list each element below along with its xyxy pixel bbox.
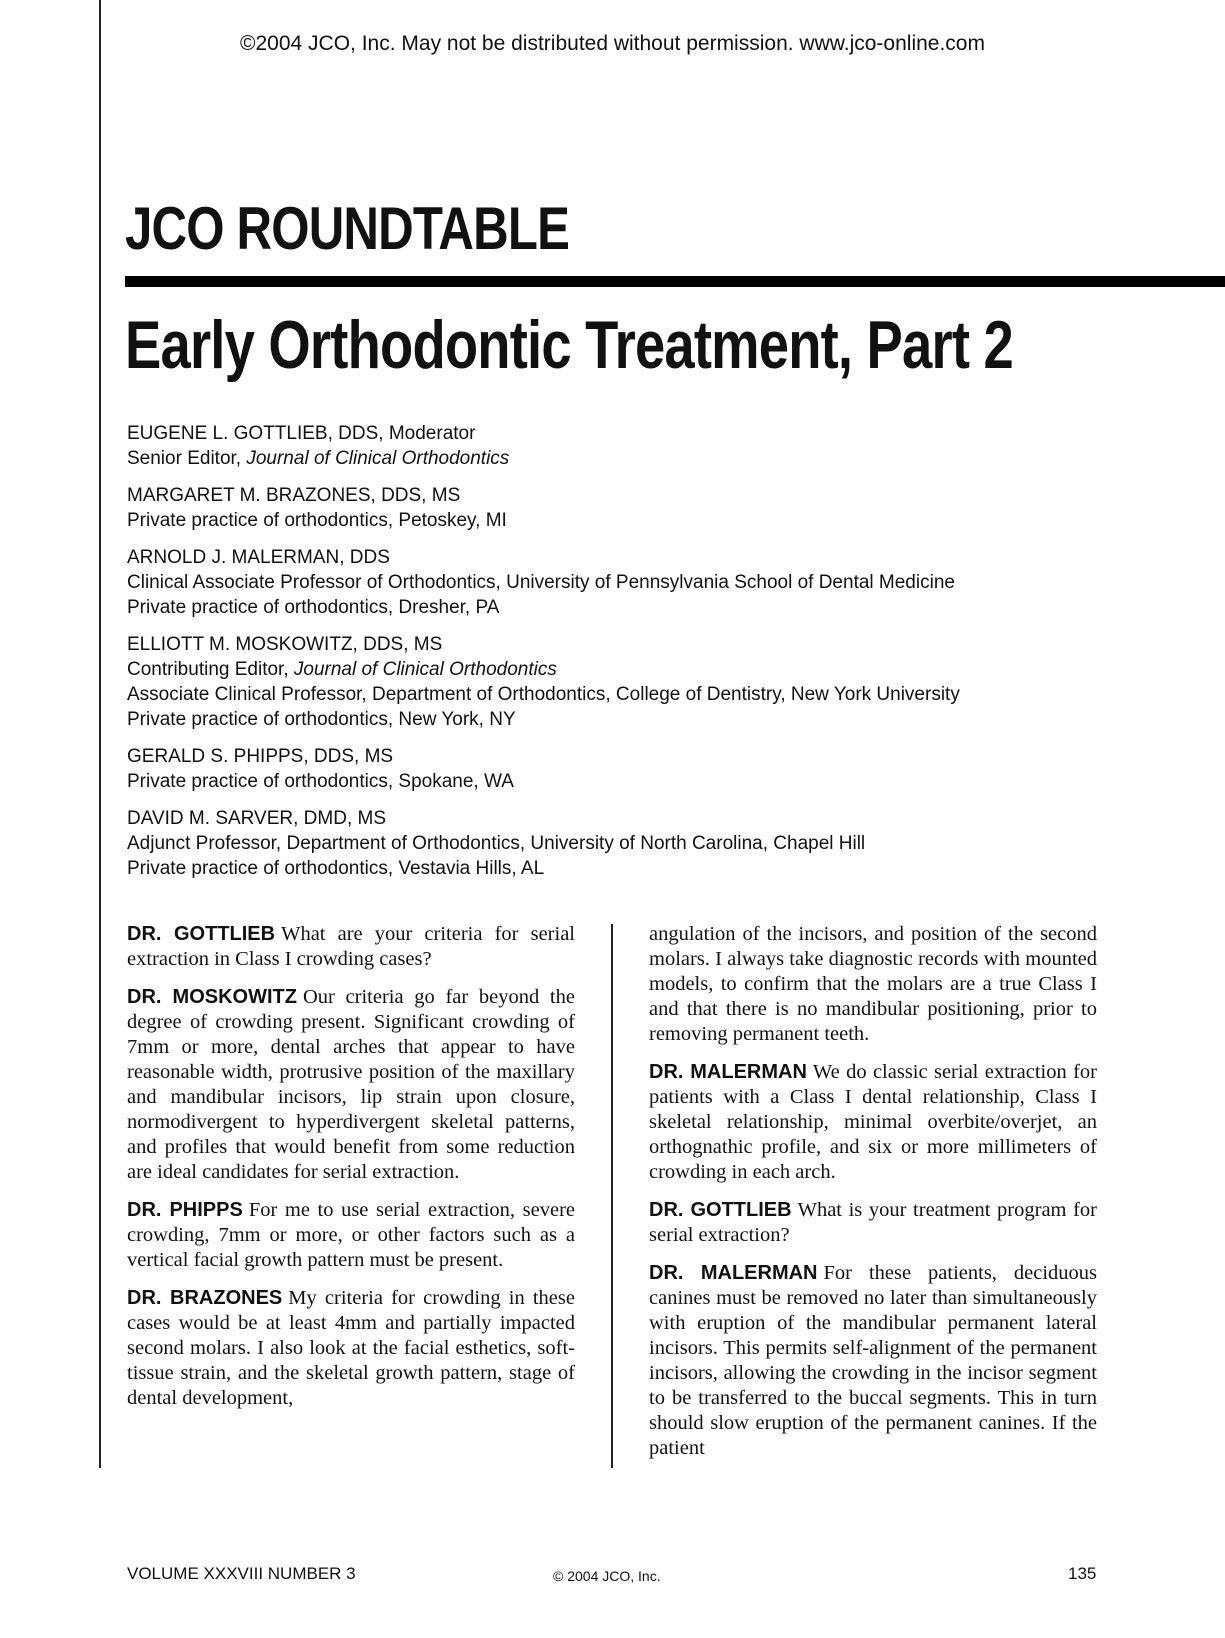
affiliation-text: Private practice of orthodontics, Dresher, PA <box>127 597 500 618</box>
affiliation-text: Adjunct Professor, Department of Orthodontics, University of North Carolina, Chapel Hill <box>127 833 866 854</box>
author-affiliation <box>127 657 960 682</box>
author-affiliation <box>127 595 960 620</box>
column-divider <box>611 924 613 1468</box>
paragraph <box>649 922 1097 1047</box>
speaker-name: DR. MALERMAN <box>649 1061 807 1083</box>
paragraph <box>649 1261 1097 1461</box>
speaker-name: DR. MOSKOWITZ <box>127 986 297 1008</box>
paragraph <box>127 922 575 972</box>
paragraph <box>649 1198 1097 1248</box>
author-name: ELLIOTT M. MOSKOWITZ, DDS, MS <box>127 634 443 655</box>
author-affiliation <box>127 682 960 707</box>
speaker-name: DR. BRAZONES <box>127 1287 283 1309</box>
paragraph-text: Our criteria go far beyond the degree of crowding present. Significant crowding of 7mm or more, dental arches that appear to have reasonable width, protrusive position of the maxillary and mandibular incisors, lip strain upon closure, normodivergent to hyperdivergent skeletal patterns, and profiles that would benefit from some reduction are ideal candidates for serial extraction. <box>127 986 575 1183</box>
footer-volume: VOLUME XXXVIII NUMBER 3 <box>127 1564 356 1583</box>
paragraph-text: What is your treatment program for serial extraction? <box>649 1199 1098 1246</box>
paragraph-text: angulation of the incisors, and position of the second molars. I always take diagnostic records with mounted models, to confirm that the molars are a true Class I and that there is no mandibular positioning, prior to removing permanent teeth. <box>649 923 1097 1045</box>
margin-line <box>99 0 101 1468</box>
author-affiliation <box>127 570 960 595</box>
speaker-name: DR. GOTTLIEB <box>127 923 276 945</box>
paragraph-text: For me to use serial extraction, severe crowding, 7mm or more, or other factors such as a vertical facial growth pattern must be present. <box>127 1199 576 1271</box>
speaker-name: DR. PHIPPS <box>127 1199 243 1221</box>
author-affiliation <box>127 769 960 794</box>
heading-rule <box>125 276 1225 287</box>
copyright-notice: ©2004 JCO, Inc. May not be distributed without permission. www.jco-online.com <box>240 32 985 55</box>
paragraph-text: For these patients, deciduous canines must be removed no later than simultaneously with eruption of the mandibular permanent lateral incisors. This permits self-alignment of the permanent incisors, allowing the crowding in the incisor segment to be transferred to the buccal segments. This in turn should slow eruption of the permanent canines. If the patient <box>649 1262 1098 1459</box>
affiliation-text: Contributing Editor, <box>127 659 294 680</box>
journal-name: Journal of Clinical Orthodontics <box>293 659 557 680</box>
right-column <box>649 922 1097 1474</box>
author-name: GERALD S. PHIPPS, DDS, MS <box>127 746 394 767</box>
affiliation-text: Senior Editor, <box>127 448 247 469</box>
author-affiliation <box>127 508 960 533</box>
author-affiliation <box>127 831 960 856</box>
speaker-name: DR. MALERMAN <box>649 1262 818 1284</box>
paragraph-text: We do classic serial extraction for patients with a Class I dental relationship, Class I skeletal relationship, minimal overbite/overjet, an orthognathic profile, and six or more millimeters of crowding in each arch. <box>649 1061 1097 1183</box>
author-entry <box>127 744 960 794</box>
affiliation-text: Clinical Associate Professor of Orthodontics, University of Pennsylvania School of Dental Medicine <box>127 572 955 593</box>
section-heading: JCO ROUNDTABLE <box>125 195 570 262</box>
paragraph <box>649 1060 1097 1185</box>
article-title: Early Orthodontic Treatment, Part 2 <box>125 307 1013 383</box>
author-entry <box>127 421 960 471</box>
author-name: EUGENE L. GOTTLIEB, DDS, Moderator <box>127 423 476 444</box>
author-name: MARGARET M. BRAZONES, DDS, MS <box>127 485 461 506</box>
author-name: ARNOLD J. MALERMAN, DDS <box>127 547 390 568</box>
author-list <box>127 421 960 893</box>
affiliation-text: Private practice of orthodontics, Petoskey, MI <box>127 510 507 531</box>
affiliation-text: Private practice of orthodontics, Spokane, WA <box>127 771 514 792</box>
speaker-name: DR. GOTTLIEB <box>649 1199 792 1221</box>
author-affiliation <box>127 856 960 881</box>
author-entry <box>127 483 960 533</box>
paragraph <box>127 1286 575 1411</box>
page-number: 135 <box>1068 1564 1097 1583</box>
author-affiliation <box>127 446 960 471</box>
author-entry <box>127 545 960 620</box>
paragraph-text: My criteria for crowding in these cases would be at least 4mm and partially impacted second molars. I also look at the facial esthetics, soft-tissue strain, and the skeletal growth pattern, stage of dental development, <box>127 1287 575 1409</box>
author-entry <box>127 806 960 881</box>
author-entry <box>127 632 960 732</box>
affiliation-text: Associate Clinical Professor, Department of Orthodontics, College of Dentistry, New York University <box>127 684 960 705</box>
affiliation-text: Private practice of orthodontics, Vestavia Hills, AL <box>127 858 545 879</box>
author-affiliation <box>127 707 960 732</box>
left-column <box>127 922 575 1424</box>
author-name: DAVID M. SARVER, DMD, MS <box>127 808 386 829</box>
footer-copyright: © 2004 JCO, Inc. <box>553 1568 661 1584</box>
journal-name: Journal of Clinical Orthodontics <box>246 448 510 469</box>
paragraph <box>127 1198 575 1273</box>
affiliation-text: Private practice of orthodontics, New York, NY <box>127 709 516 730</box>
paragraph <box>127 985 575 1185</box>
paragraph-text: What are your criteria for serial extraction in Class I crowding cases? <box>127 923 575 970</box>
